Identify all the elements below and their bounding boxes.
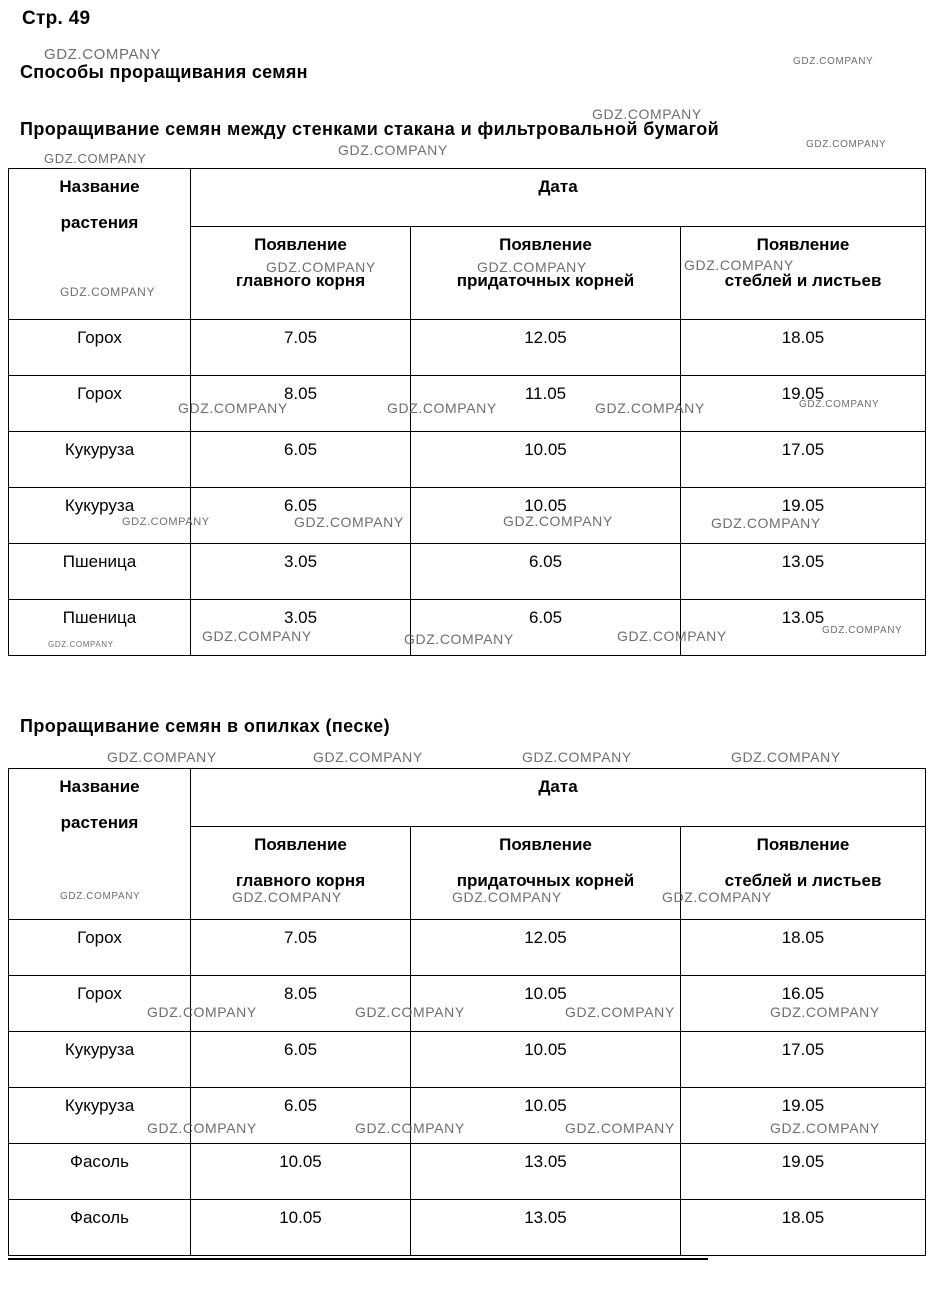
cell-stems-leaves: 18.05: [681, 1200, 926, 1256]
watermark: GDZ.COMPANY: [595, 400, 705, 416]
cell-plant: Фасоль: [9, 1200, 191, 1256]
cell-stems-leaves: 18.05: [681, 320, 926, 376]
header-main-root-line2: главного корня: [235, 271, 366, 290]
watermark: GDZ.COMPANY: [60, 285, 156, 299]
cell-plant: Пшеница: [9, 600, 191, 656]
cell-plant: Кукуруза: [9, 1032, 191, 1088]
watermark: GDZ.COMPANY: [147, 1004, 257, 1020]
watermark: GDZ.COMPANY: [60, 891, 141, 902]
watermark: GDZ.COMPANY: [522, 749, 632, 765]
watermark: GDZ.COMPANY: [503, 513, 613, 529]
cell-plant: Горох: [9, 976, 191, 1032]
watermark: GDZ.COMPANY: [147, 1120, 257, 1136]
table1-title: Проращивание семян между стенками стакана и фильтровальной бумагой: [20, 119, 720, 139]
table2-header-row-1: [9, 769, 926, 827]
cell-adventitious-roots: 10.05: [411, 1088, 681, 1144]
watermark: GDZ.COMPANY: [711, 515, 821, 531]
cell-plant: Горох: [9, 320, 191, 376]
cell-main-root: 10.05: [191, 1200, 411, 1256]
watermark: GDZ.COMPANY: [565, 1120, 675, 1136]
cell-adventitious-roots: 10.05: [411, 488, 681, 544]
cell-stems-leaves: 13.05: [681, 544, 926, 600]
watermark: GDZ.COMPANY: [202, 628, 312, 644]
header-stems-leaves-line1: Появление: [756, 235, 850, 254]
cell-main-root: 6.05: [191, 432, 411, 488]
table-row: [9, 320, 926, 376]
cell-adventitious-roots: 12.05: [411, 320, 681, 376]
header-main-root-line2: главного корня: [235, 871, 366, 890]
cell-adventitious-roots: 11.05: [411, 376, 681, 432]
cell-plant: Кукуруза: [9, 1088, 191, 1144]
cell-main-root: 8.05: [191, 976, 411, 1032]
table-row: [9, 544, 926, 600]
table-row: [9, 1032, 926, 1088]
header-stems-leaves-line2: стеблей и листьев: [724, 271, 882, 290]
watermark: GDZ.COMPANY: [793, 56, 874, 67]
table-row: [9, 1200, 926, 1256]
header-main-root-line1: Появление: [254, 235, 347, 254]
header-stems-leaves-line1: Появление: [756, 835, 850, 854]
header-plant-line1: Название: [59, 777, 140, 796]
watermark: GDZ.COMPANY: [404, 631, 514, 647]
header-adventitious-roots-line2: придаточных корней: [456, 271, 635, 290]
watermark: GDZ.COMPANY: [44, 46, 162, 63]
watermark: GDZ.COMPANY: [355, 1004, 465, 1020]
cell-stems-leaves: 17.05: [681, 432, 926, 488]
header-main-root-line1: Появление: [254, 835, 347, 854]
page-title: Способы проращивания семян: [20, 62, 308, 82]
table1-header-row-1: [9, 169, 926, 227]
cell-plant: Фасоль: [9, 1144, 191, 1200]
cell-stems-leaves: 19.05: [681, 1144, 926, 1200]
watermark: GDZ.COMPANY: [48, 640, 114, 649]
cell-adventitious-roots: 13.05: [411, 1144, 681, 1200]
watermark: GDZ.COMPANY: [266, 259, 376, 275]
cell-adventitious-roots: 6.05: [411, 544, 681, 600]
cell-adventitious-roots: 6.05: [411, 600, 681, 656]
cell-plant: Пшеница: [9, 544, 191, 600]
cell-adventitious-roots: 10.05: [411, 432, 681, 488]
header-adventitious-roots-line2: придаточных корней: [456, 871, 635, 890]
header-date: Дата: [191, 769, 926, 827]
page-number: Стр. 49: [22, 8, 91, 29]
cell-main-root: 6.05: [191, 488, 411, 544]
watermark: GDZ.COMPANY: [806, 139, 887, 150]
watermark: GDZ.COMPANY: [178, 400, 288, 416]
cell-main-root: 6.05: [191, 1088, 411, 1144]
header-plant-line1: Название: [59, 177, 140, 196]
watermark: GDZ.COMPANY: [107, 749, 217, 765]
watermark: GDZ.COMPANY: [822, 625, 903, 636]
table-row: [9, 920, 926, 976]
watermark: GDZ.COMPANY: [617, 628, 727, 644]
header-date: Дата: [191, 169, 926, 227]
watermark: GDZ.COMPANY: [731, 749, 841, 765]
header-plant-line2: растения: [60, 213, 139, 232]
header-plant-line2: растения: [60, 813, 139, 832]
header-stems-leaves: [681, 827, 926, 920]
watermark: GDZ.COMPANY: [313, 749, 423, 765]
cell-adventitious-roots: 10.05: [411, 976, 681, 1032]
header-stems-leaves-line2: стеблей и листьев: [724, 871, 882, 890]
table-row: [9, 432, 926, 488]
cell-stems-leaves: 16.05: [681, 976, 926, 1032]
watermark: GDZ.COMPANY: [387, 400, 497, 416]
cell-plant: Кукуруза: [9, 432, 191, 488]
watermark: GDZ.COMPANY: [294, 514, 404, 530]
table2-title: Проращивание семян в опилках (песке): [20, 716, 390, 736]
watermark: GDZ.COMPANY: [799, 399, 880, 410]
watermark: GDZ.COMPANY: [452, 889, 562, 905]
header-adventitious-roots-line1: Появление: [499, 835, 592, 854]
watermark: GDZ.COMPANY: [770, 1120, 880, 1136]
watermark: GDZ.COMPANY: [122, 516, 210, 528]
cell-stems-leaves: 13.05: [681, 600, 926, 656]
partial-bottom-line: [8, 1258, 708, 1260]
watermark: GDZ.COMPANY: [355, 1120, 465, 1136]
cell-stems-leaves: 19.05: [681, 488, 926, 544]
watermark: GDZ.COMPANY: [44, 151, 147, 166]
cell-main-root: 3.05: [191, 600, 411, 656]
cell-plant: Горох: [9, 376, 191, 432]
cell-stems-leaves: 17.05: [681, 1032, 926, 1088]
table-row: [9, 1144, 926, 1200]
cell-main-root: 3.05: [191, 544, 411, 600]
watermark: GDZ.COMPANY: [565, 1004, 675, 1020]
header-adventitious-roots-line1: Появление: [499, 235, 592, 254]
cell-adventitious-roots: 13.05: [411, 1200, 681, 1256]
cell-stems-leaves: 19.05: [681, 376, 926, 432]
cell-main-root: 7.05: [191, 920, 411, 976]
header-main-root: [191, 827, 411, 920]
cell-plant: Горох: [9, 920, 191, 976]
watermark: GDZ.COMPANY: [338, 142, 448, 158]
cell-plant: Кукуруза: [9, 488, 191, 544]
cell-stems-leaves: 19.05: [681, 1088, 926, 1144]
cell-main-root: 7.05: [191, 320, 411, 376]
cell-main-root: 8.05: [191, 376, 411, 432]
header-adventitious-roots: [411, 827, 681, 920]
table-row: [9, 600, 926, 656]
watermark: GDZ.COMPANY: [770, 1004, 880, 1020]
watermark: GDZ.COMPANY: [232, 889, 342, 905]
cell-adventitious-roots: 12.05: [411, 920, 681, 976]
cell-stems-leaves: 18.05: [681, 920, 926, 976]
cell-main-root: 10.05: [191, 1144, 411, 1200]
cell-adventitious-roots: 10.05: [411, 1032, 681, 1088]
header-stems-leaves: [681, 227, 926, 320]
watermark: GDZ.COMPANY: [662, 889, 772, 905]
watermark: GDZ.COMPANY: [477, 259, 587, 275]
watermark: GDZ.COMPANY: [592, 106, 702, 122]
watermark: GDZ.COMPANY: [684, 257, 794, 273]
cell-main-root: 6.05: [191, 1032, 411, 1088]
